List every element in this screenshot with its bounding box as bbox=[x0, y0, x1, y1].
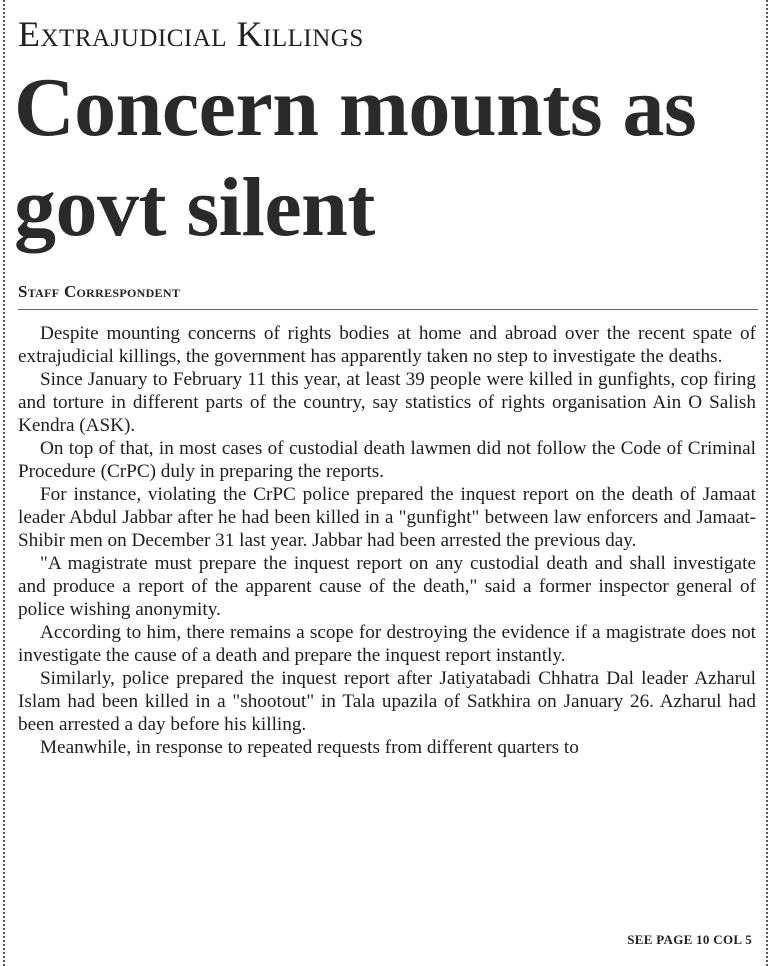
article-byline: Staff Correspondent bbox=[18, 282, 181, 301]
article-paragraph: Despite mounting concerns of rights bodies at home and abroad over the recent spate of extrajudicial killings, the government has apparently taken no step to investigate the deaths. bbox=[18, 323, 756, 367]
article-paragraph: On top of that, in most cases of custodial death lawmen did not follow the Code of Criminal Procedure (CrPC) duly in preparing the reports. bbox=[18, 438, 756, 482]
article-kicker: Extrajudicial Killings bbox=[18, 14, 364, 54]
continuation-note: SEE PAGE 10 COL 5 bbox=[627, 932, 752, 947]
article-paragraph: For instance, violating the CrPC police prepared the inquest report on the death of Jamaat leader Abdul Jabbar after he had been killed in a "gunfight" between law enforcers and Jamaat- Shibir men on December 31 last year. Jabbar had been arrested the previous day. bbox=[18, 484, 756, 551]
dotted-cut-line-left bbox=[3, 0, 5, 966]
byline-rule bbox=[18, 309, 758, 310]
article-paragraph: Similarly, police prepared the inquest report after Jatiyatabadi Chhatra Dal leader Azharul Islam had been killed in a "shootout" in Tala upazila of Satkhira on January 26. Azharul had been arrested a day before his killing. bbox=[18, 668, 756, 735]
article-headline: Concern mounts as govt silent bbox=[14, 61, 697, 254]
article-paragraph: According to him, there remains a scope for destroying the evidence if a magistrate does not investigate the cause of a death and prepare the inquest report instantly. bbox=[18, 622, 756, 666]
dotted-cut-line-right bbox=[766, 0, 768, 966]
article-paragraph: Since January to February 11 this year, at least 39 people were killed in gunfights, cop firing and torture in different parts of the country, say statistics of rights organisation Ain O Salish Kendra (ASK). bbox=[18, 369, 756, 436]
article-paragraph: Meanwhile, in response to repeated requests from different quarters to bbox=[40, 737, 579, 758]
article-body bbox=[18, 322, 756, 759]
article-paragraph: "A magistrate must prepare the inquest report on any custodial death and shall investigate and produce a report of the apparent cause of the death," said a former inspector general of police wishing anonymity. bbox=[18, 553, 756, 620]
